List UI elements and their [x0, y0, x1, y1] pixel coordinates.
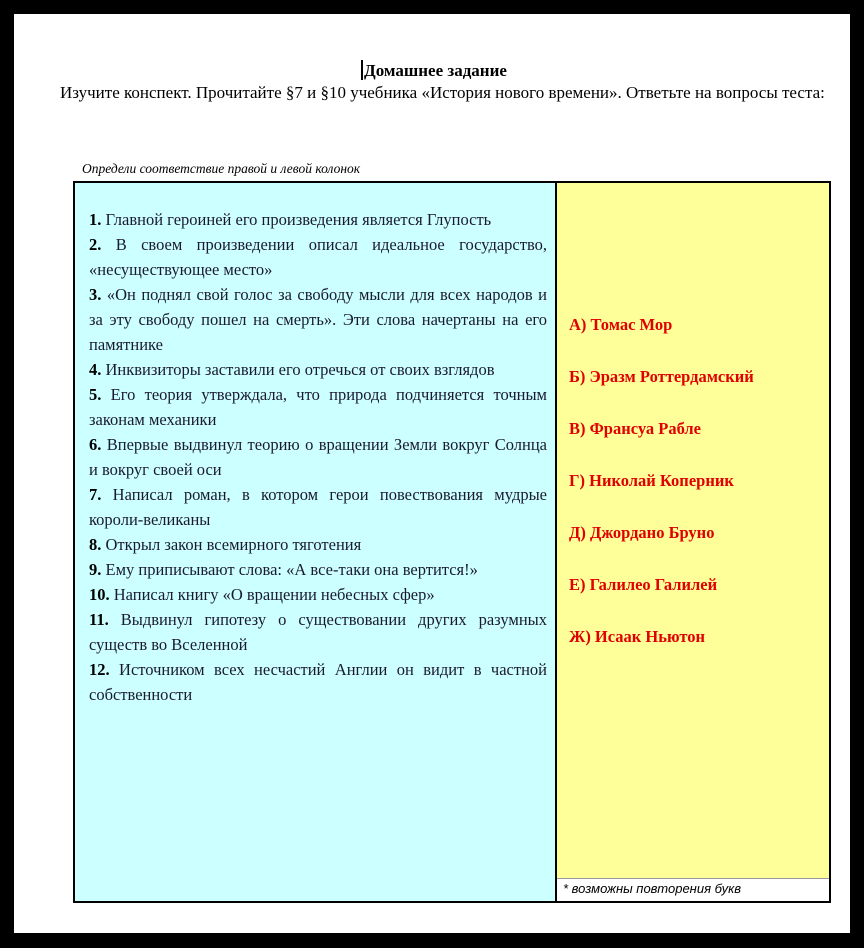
question-item: 3. «Он поднял свой голос за свободу мысли для всех народов и за эту свободу пошел на смерть». Эти слова начертаны на его памятнике — [89, 285, 548, 354]
question-item: 9. Ему приписывают слова: «А все-таки она вертится!» — [89, 560, 478, 579]
answer-item: Е) Галилео Галилей — [569, 575, 718, 594]
document-page — [14, 14, 850, 933]
answer-item: В) Франсуа Рабле — [569, 419, 701, 438]
answer-item: Г) Николай Коперник — [569, 471, 734, 490]
answer-item: Ж) Исаак Ньютон — [569, 627, 706, 646]
matching-table — [73, 181, 831, 903]
table-subtitle: Определи соответствие правой и левой колонок — [82, 161, 361, 176]
answers-list — [569, 314, 754, 678]
repetition-note: * возможны повторения букв — [557, 878, 829, 901]
question-item: 1. Главной героиней его произведения является Глупость — [89, 210, 492, 229]
question-item: 12. Источником всех несчастий Англии он видит в частной собственности — [89, 660, 547, 704]
question-item: 8. Открыл закон всемирного тяготения — [89, 535, 362, 554]
answers-column — [557, 183, 829, 901]
question-item: 6. Впервые выдвинул теорию о вращении Земли вокруг Солнца и вокруг своей оси — [89, 435, 547, 479]
questions-column — [75, 183, 557, 901]
question-item: 10. Написал книгу «О вращении небесных сфер» — [89, 585, 435, 604]
page-title — [14, 60, 850, 81]
question-item: 2. В своем произведении описал идеальное государство, «несуществующее место» — [89, 235, 547, 279]
answer-item: А) Томас Мор — [569, 315, 673, 334]
title-text: Домашнее задание — [364, 61, 507, 80]
instructions: Изучите конспект. Прочитайте §7 и §10 учебника «История нового времени». Ответьте на вопросы теста: — [60, 83, 825, 102]
question-item: 4. Инквизиторы заставили его отречься от своих взглядов — [89, 360, 495, 379]
answer-item: Д) Джордано Бруно — [569, 523, 715, 542]
question-item: 7. Написал роман, в котором герои повествования мудрые короли-великаны — [89, 485, 548, 529]
answer-item: Б) Эразм Роттердамский — [569, 367, 754, 386]
question-item: 11. Выдвинул гипотезу о существовании других разумных существ во Вселенной — [89, 610, 547, 654]
text-cursor — [361, 60, 363, 80]
question-item: 5. Его теория утверждала, что природа подчиняется точным законам механики — [89, 385, 547, 429]
